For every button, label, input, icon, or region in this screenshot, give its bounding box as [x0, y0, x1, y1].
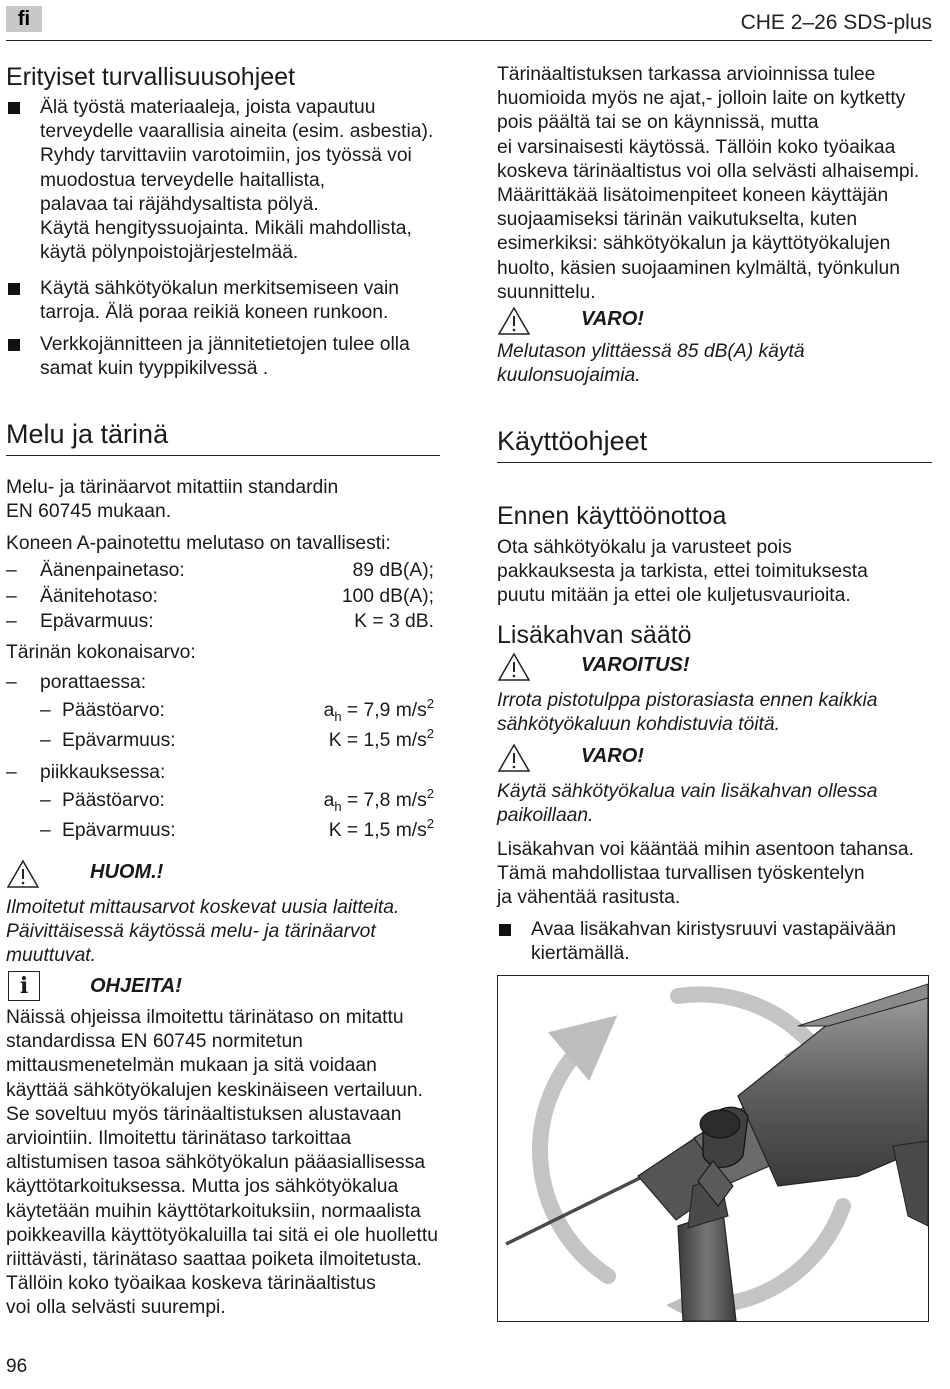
model-name: CHE 2–26 SDS-plus [740, 11, 932, 34]
text-line: EN 60745 mukaan. [6, 501, 172, 523]
noise-heading: Melu ja tärinä [6, 419, 169, 449]
text-line: Ota sähkötyökalu ja varusteet pois [497, 537, 792, 558]
text-line: palavaa tai räjähdysaltista pölyä. [40, 193, 319, 215]
section-rule [497, 462, 932, 463]
row-label: Epävarmuus: [40, 611, 154, 632]
warning-triangle-icon [497, 652, 531, 682]
subscript: h [334, 799, 342, 814]
symbol: a [323, 790, 335, 811]
text-line: Tällöin koko työaikaa koskeva tärinäaltistus [6, 1273, 376, 1295]
row-value [323, 786, 434, 814]
text-line: altistumisen tasoa sähkötyökalun pääasiallisessa [6, 1152, 426, 1174]
text-line: pois päältä tai se on käynnissä, mutta [497, 112, 819, 134]
text-line: riittävästi, tärinätaso saattaa poiketa ilmoitetusta. [6, 1249, 422, 1271]
varoitus-label: VAROITUS! [581, 654, 690, 676]
text-line: puutu mitään ja ettei ole kuljetusvaurioita. [497, 585, 851, 607]
before-use-text [497, 536, 868, 609]
row-label: Päästöarvo: [62, 700, 165, 721]
text-line: suojaamiseksi tärinän vaikutukselta, kuten [497, 209, 858, 231]
text-line: ja vähentää rasitusta. [497, 887, 681, 909]
before-use-heading: Ennen käyttöönottoa [497, 502, 727, 530]
text-line: huolto, käsien suojaaminen kylmältä, työnkulun [497, 257, 900, 279]
text-line: sähkötyökaluun kohdistuvia töitä. [497, 714, 780, 736]
text-line: standardissa EN 60745 normitetun [6, 1031, 303, 1053]
text-line: Päivittäisessä käytössä melu- ja tärinäarvot [6, 921, 376, 943]
row-value: K = 3 dB. [354, 611, 434, 632]
huom-text [6, 896, 399, 969]
varoitus-notice [497, 652, 797, 680]
superscript: 2 [426, 726, 434, 741]
value-text: = 1,5 m/s [341, 730, 427, 751]
row-label: piikkauksessa: [40, 762, 166, 783]
text-line: kuulonsuojaimia. [497, 365, 641, 387]
text-line: Tämä mahdollistaa turvallisen työskentelyn [497, 863, 865, 885]
dash: – [6, 762, 17, 783]
section-rule [6, 455, 440, 456]
handle-text [497, 838, 937, 911]
row-value [328, 816, 434, 843]
dash: – [40, 820, 51, 841]
rear-handle [893, 1141, 928, 1226]
drill-bit [506, 1174, 648, 1244]
huom-label: HUOM.! [90, 861, 164, 883]
clamp-screw [700, 1110, 740, 1138]
text-line: huomioida myös ne ajat,- jolloin laite on kytketty [497, 88, 906, 110]
exposure-text [497, 63, 937, 305]
row-label: Epävarmuus: [62, 730, 176, 751]
vibration-total-label: Tärinän kokonaisarvo: [6, 642, 196, 663]
subscript: h [334, 709, 342, 724]
text-line: samat kuin tyyppikilvessä . [40, 358, 269, 380]
warning-triangle-icon [497, 306, 531, 336]
text-line: muuttuvat. [6, 945, 97, 967]
usage-heading: Käyttöohjeet [497, 426, 648, 456]
varo-text-1 [497, 340, 805, 388]
text-line: Irrota pistotulppa pistorasiasta ennen kaikkia [497, 690, 878, 711]
safety-bullet-2 [6, 277, 399, 325]
text-line: voi olla selvästi suurempi. [6, 1297, 226, 1319]
dash: – [6, 560, 17, 581]
varoitus-text [497, 689, 878, 737]
text-line: Tärinäaltistuksen tarkassa arvioinnissa tulee [497, 64, 876, 85]
dash: – [6, 672, 17, 693]
text-line: Näissä ohjeissa ilmoitettu tärinätaso on mitattu [6, 1007, 404, 1028]
text-line: koskeva tärinäaltistus voi olla selvästi alhaisempi. [497, 160, 920, 182]
header-rule [6, 40, 932, 41]
text-line: Avaa lisäkahvan kiristysruuvi vastapäivään [531, 919, 897, 940]
dash: – [40, 730, 51, 751]
text-line: suunnittelu. [497, 281, 596, 303]
text-line: paikoillaan. [497, 805, 594, 827]
info-icon: i [8, 971, 40, 1001]
text-line: käytä pölynpoistojärjestelmää. [40, 242, 299, 264]
text-line: ei varsinaisesti käytössä. Tällöin koko työaikaa [497, 136, 896, 158]
text-line: Käytä sähkötyökalun merkitsemiseen vain [40, 278, 400, 299]
row-value [323, 696, 434, 724]
value-text: = 7,8 m/s [341, 790, 427, 811]
text-line: mittausmenetelmän mukaan ja sitä voidaan [6, 1055, 377, 1077]
text-line: Melu- ja tärinäarvot mitattiin standardin [6, 477, 339, 498]
handle-heading: Lisäkahvan säätö [497, 621, 692, 649]
dash: – [40, 790, 51, 811]
warning-triangle-icon [6, 859, 40, 889]
text-line: poikkeavilla käyttötyökaluilla tai sitä ei ole huollettu [6, 1224, 438, 1246]
page-number: 96 [6, 1356, 28, 1377]
rotary-hammer-drawing [498, 976, 928, 1321]
drill-handle-illustration [497, 975, 929, 1322]
text-line: käytetään muihin käyttötarkoituksiin, normaalista [6, 1200, 421, 1222]
varo-text-2 [497, 780, 878, 828]
symbol: a [323, 700, 335, 721]
text-line: pakkauksesta ja tarkista, ettei toimituksesta [497, 561, 868, 583]
text-line: Määrittäkää lisätoimenpiteet koneen käyttäjän [497, 185, 889, 207]
text-line: tarroja. Älä poraa reikiä koneen runkoon. [40, 302, 389, 324]
varo-label: VARO! [581, 745, 644, 767]
dash: – [6, 586, 17, 607]
text-line: Verkkojännitteen ja jännitetietojen tulee olla [40, 334, 410, 355]
text-line: Käytä sähkötyökalua vain lisäkahvan ollessa [497, 781, 878, 802]
value-text: = 7,9 m/s [341, 700, 427, 721]
text-line: kiertämällä. [531, 943, 630, 965]
text-line: esimerkiksi: sähkötyökalun ja käyttötyökalujen [497, 233, 891, 255]
value-text: = 1,5 m/s [341, 820, 427, 841]
text-line: käyttää sähkötyökalujen keskinäiseen vertailuun. [6, 1079, 423, 1101]
row-label: Äänenpainetaso: [40, 560, 185, 581]
text-line: Melutason ylittäessä 85 dB(A) käytä [497, 341, 805, 362]
text-line: Se soveltuu myös tärinäaltistuksen alustavaan [6, 1103, 402, 1125]
safety-bullet-3 [6, 333, 410, 381]
symbol: K [328, 730, 342, 751]
varo-notice-2 [497, 743, 797, 771]
row-value [328, 726, 434, 753]
rotation-arrow-left-icon [540, 1036, 608, 1276]
safety-bullet-1 [6, 96, 433, 265]
text-line: Ilmoitetut mittausarvot koskevat uusia laitteita. [6, 897, 400, 918]
text-line: muodostua terveydelle haitallista, [40, 169, 326, 191]
warning-triangle-icon [497, 743, 531, 773]
row-label: porattaessa: [40, 672, 147, 693]
varo-notice-1 [497, 306, 797, 334]
text-line: terveydelle vaarallisia aineita (esim. asbestia). [40, 121, 434, 143]
superscript: 2 [426, 816, 434, 831]
row-value: 89 dB(A); [352, 560, 434, 581]
dash: – [40, 700, 51, 721]
dash: – [6, 611, 17, 632]
text-line: arviointiin. Ilmoitettu tärinätaso tarkoittaa [6, 1128, 352, 1150]
ohjeita-text [6, 1006, 446, 1321]
row-label: Äänitehotaso: [40, 586, 158, 607]
huom-notice [6, 859, 306, 887]
text-line: Käytä hengityssuojainta. Mikäli mahdollista, [40, 218, 412, 240]
superscript: 2 [426, 696, 434, 711]
superscript: 2 [426, 786, 434, 801]
text-line: Ryhdy tarvittaviin varotoimiin, jos työssä voi [40, 145, 412, 167]
symbol: K [328, 820, 342, 841]
auxiliary-handle [678, 1211, 736, 1321]
text-line: Lisäkahvan voi kääntää mihin asentoon tahansa. [497, 839, 914, 860]
text-line: käyttötarkoituksessa. Mutta jos sähkötyökalua [6, 1176, 399, 1198]
noise-intro [6, 476, 338, 524]
row-label: Päästöarvo: [62, 790, 165, 811]
language-badge: fi [6, 6, 42, 32]
safety-heading: Erityiset turvallisuusohjeet [6, 63, 296, 91]
row-label: Epävarmuus: [62, 820, 176, 841]
ohjeita-notice [6, 973, 306, 1001]
varo-label: VARO! [581, 308, 644, 330]
ohjeita-label: OHJEITA! [90, 975, 182, 997]
noise-level-text: Koneen A-painotettu melutaso on tavallisesti: [6, 533, 391, 554]
handle-bullet [497, 918, 896, 966]
text-line: Älä työstä materiaaleja, joista vapautuu [40, 97, 376, 118]
row-value: 100 dB(A); [341, 586, 434, 607]
